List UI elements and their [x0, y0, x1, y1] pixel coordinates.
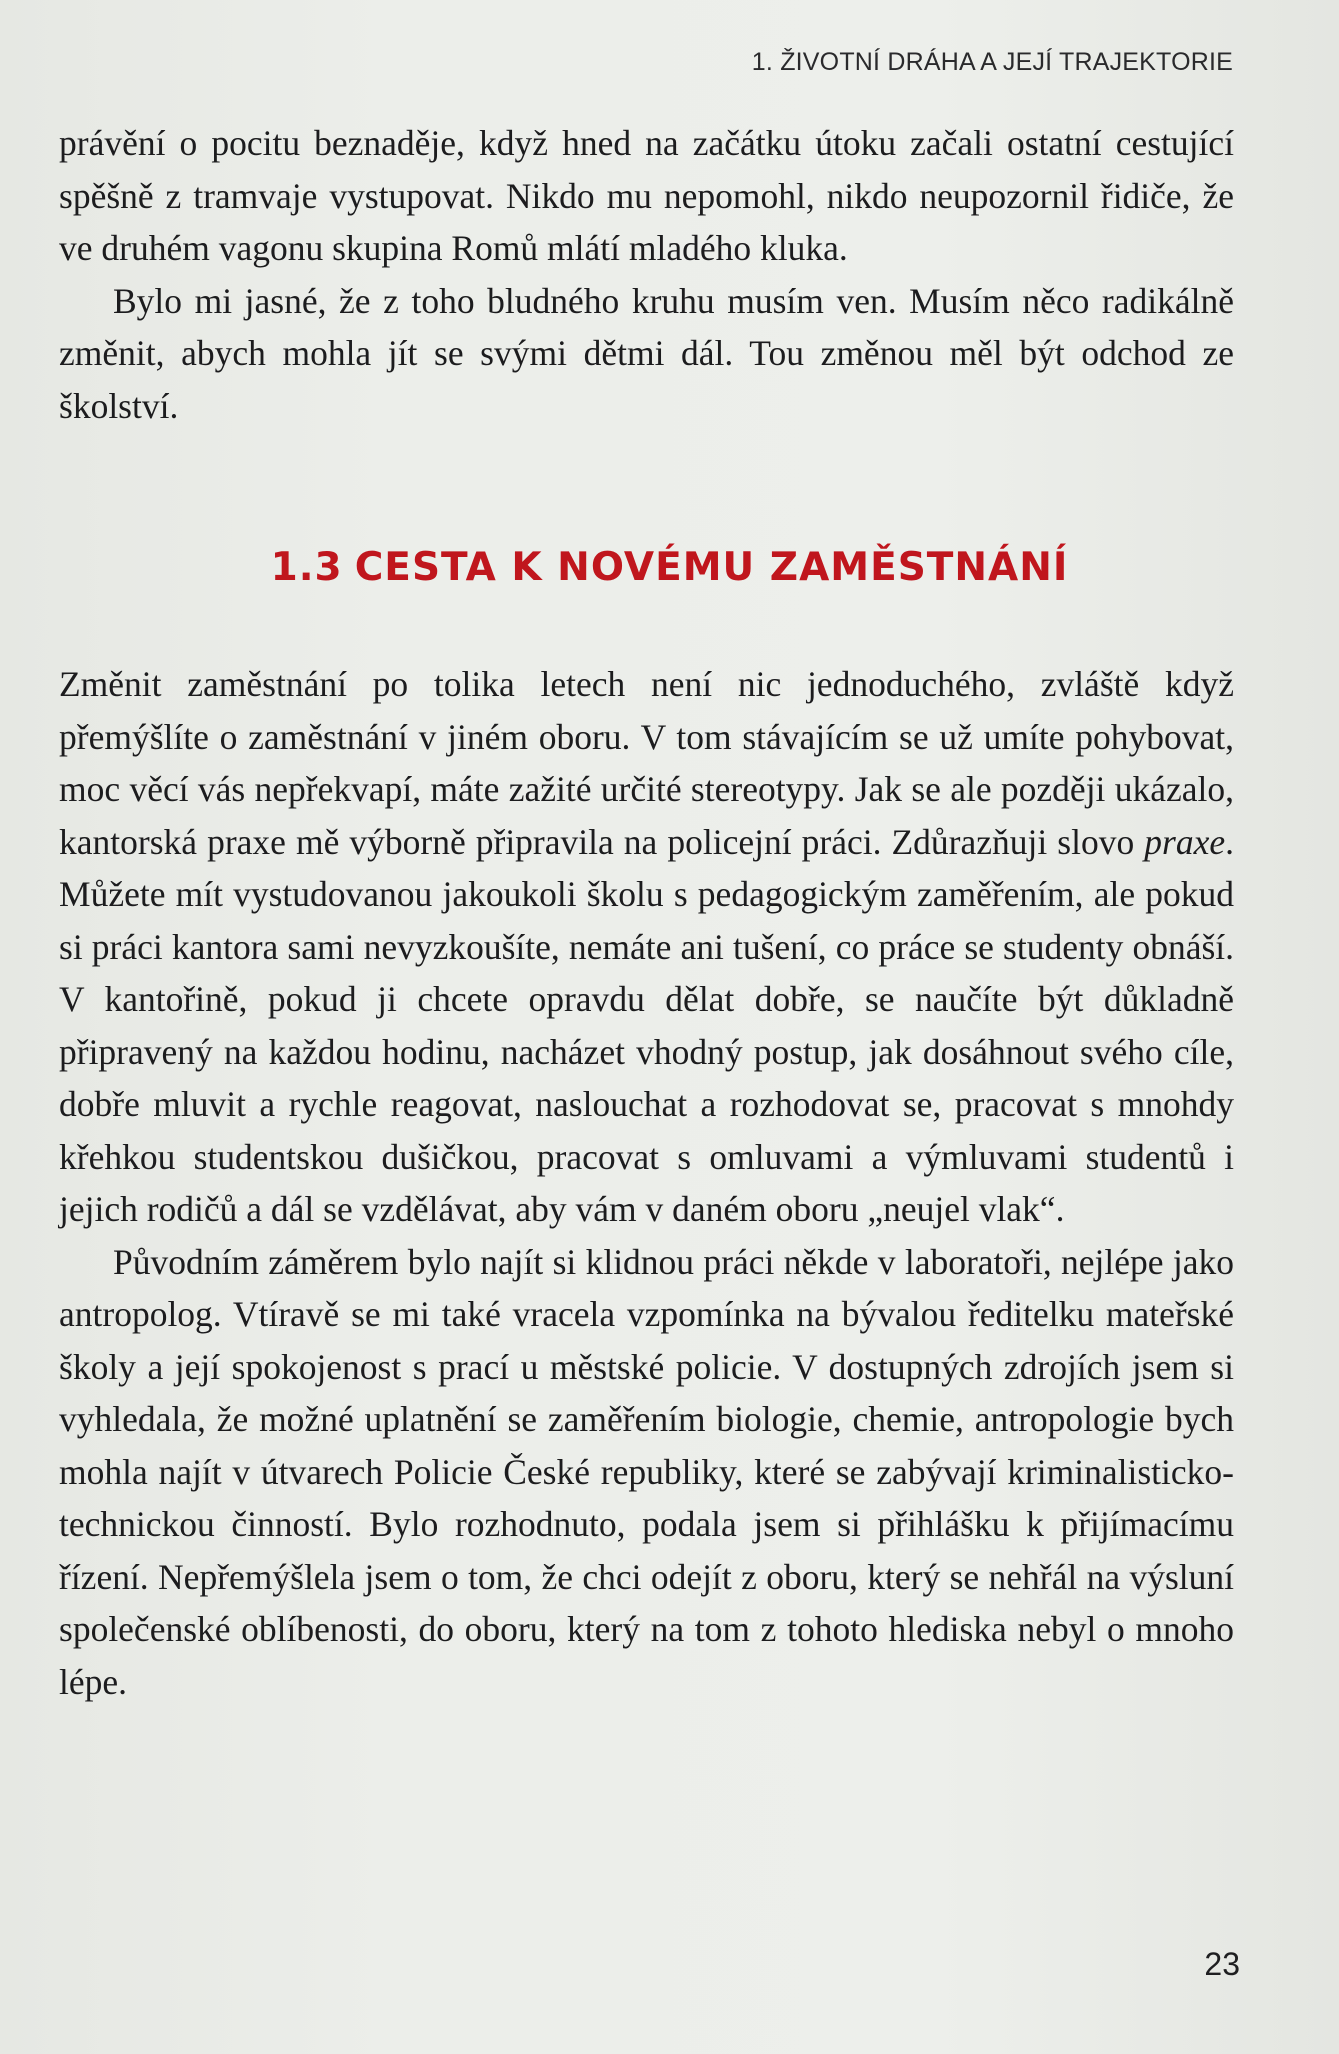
paragraph: [59, 658, 1234, 1236]
running-head: 1. ŽIVOTNÍ DRÁHA A JEJÍ TRAJEKTORIE: [751, 48, 1233, 76]
section-number: 1.3: [270, 545, 343, 590]
paragraph-text: Změnit zaměstnání po tolika letech není nic jednoduchého, zvláště když přemýšlíte o zaměstnání v jiném oboru. V tom stávajícím se už umíte pohybovat, moc věcí vás nepřekvapí, máte zažité určité stereotypy. Jak se ale později ukázalo, kantorská praxe mě výborně připravila na policejní práci. Zdůrazňuji slovo: [59, 664, 1234, 862]
emphasized-word: praxe: [1144, 821, 1226, 862]
top-text-block: [59, 117, 1234, 432]
paragraph: Původním záměrem bylo najít si klidnou práci někde v laboratoři, nejlépe jako antropolog. Vtíravě se mi také vracela vzpomínka na bývalou ředitelku mateřské školy a její spokojenost s prací u městské policie. V dostupných zdrojích jsem si vyhledala, že možné uplatnění se zaměřením biologie, chemie, antropologie bych mohla najít v útvarech Policie České republiky, které se zabývají kriminalisticko-technickou činností. Bylo rozhodnuto, podala jsem si přihlášku k přijímacímu řízení. Nepřemýšlela jsem o tom, že chci odejít z oboru, který se nehřál na výsluní společenské oblíbenosti, do oboru, který na tom z tohoto hlediska nebyl o mnoho lépe.: [59, 1241, 1234, 1702]
paragraph: Bylo mi jasné, že z toho bludného kruhu musím ven. Musím něco radikálně změnit, abych mohla jít se svými dětmi dál. Tou změnou měl být odchod ze školství.: [59, 280, 1234, 426]
paragraph-text: . Můžete mít vystudovanou jakoukoli školu s pedagogickým zaměřením, ale pokud si práci kantora sami nevyzkoušíte, nemáte ani tušení, co práce se studenty obnáší. V kantořině, pokud ji chcete opravdu dělat dobře, se naučíte být důkladně připravený na každou hodinu, nacházet vhodný postup, jak dosáhnout svého cíle, dobře mluvit a rychle reagovat, naslouchat a rozhodovat se, pracovat s mnohdy křehkou studentskou dušičkou, pracovat s omluvami a výmluvami studentů i jejich rodičů a dál se vzdělávat, aby vám v daném oboru „neujel vlak“.: [59, 821, 1234, 1229]
section-heading: [0, 545, 1339, 590]
page-number: 23: [1204, 1946, 1240, 1982]
section-title: CESTA K NOVÉMU ZAMĚSTNÁNÍ: [354, 545, 1069, 590]
main-text-block: [59, 658, 1234, 1708]
continued-paragraph: právění o pocitu beznaděje, když hned na začátku útoku začali ostatní cestující spěšně z tramvaje vystupovat. Nikdo mu nepomohl, nikdo neupozornil řidiče, že ve druhém vagonu skupina Romů mlátí mladého kluka.: [59, 123, 1234, 268]
